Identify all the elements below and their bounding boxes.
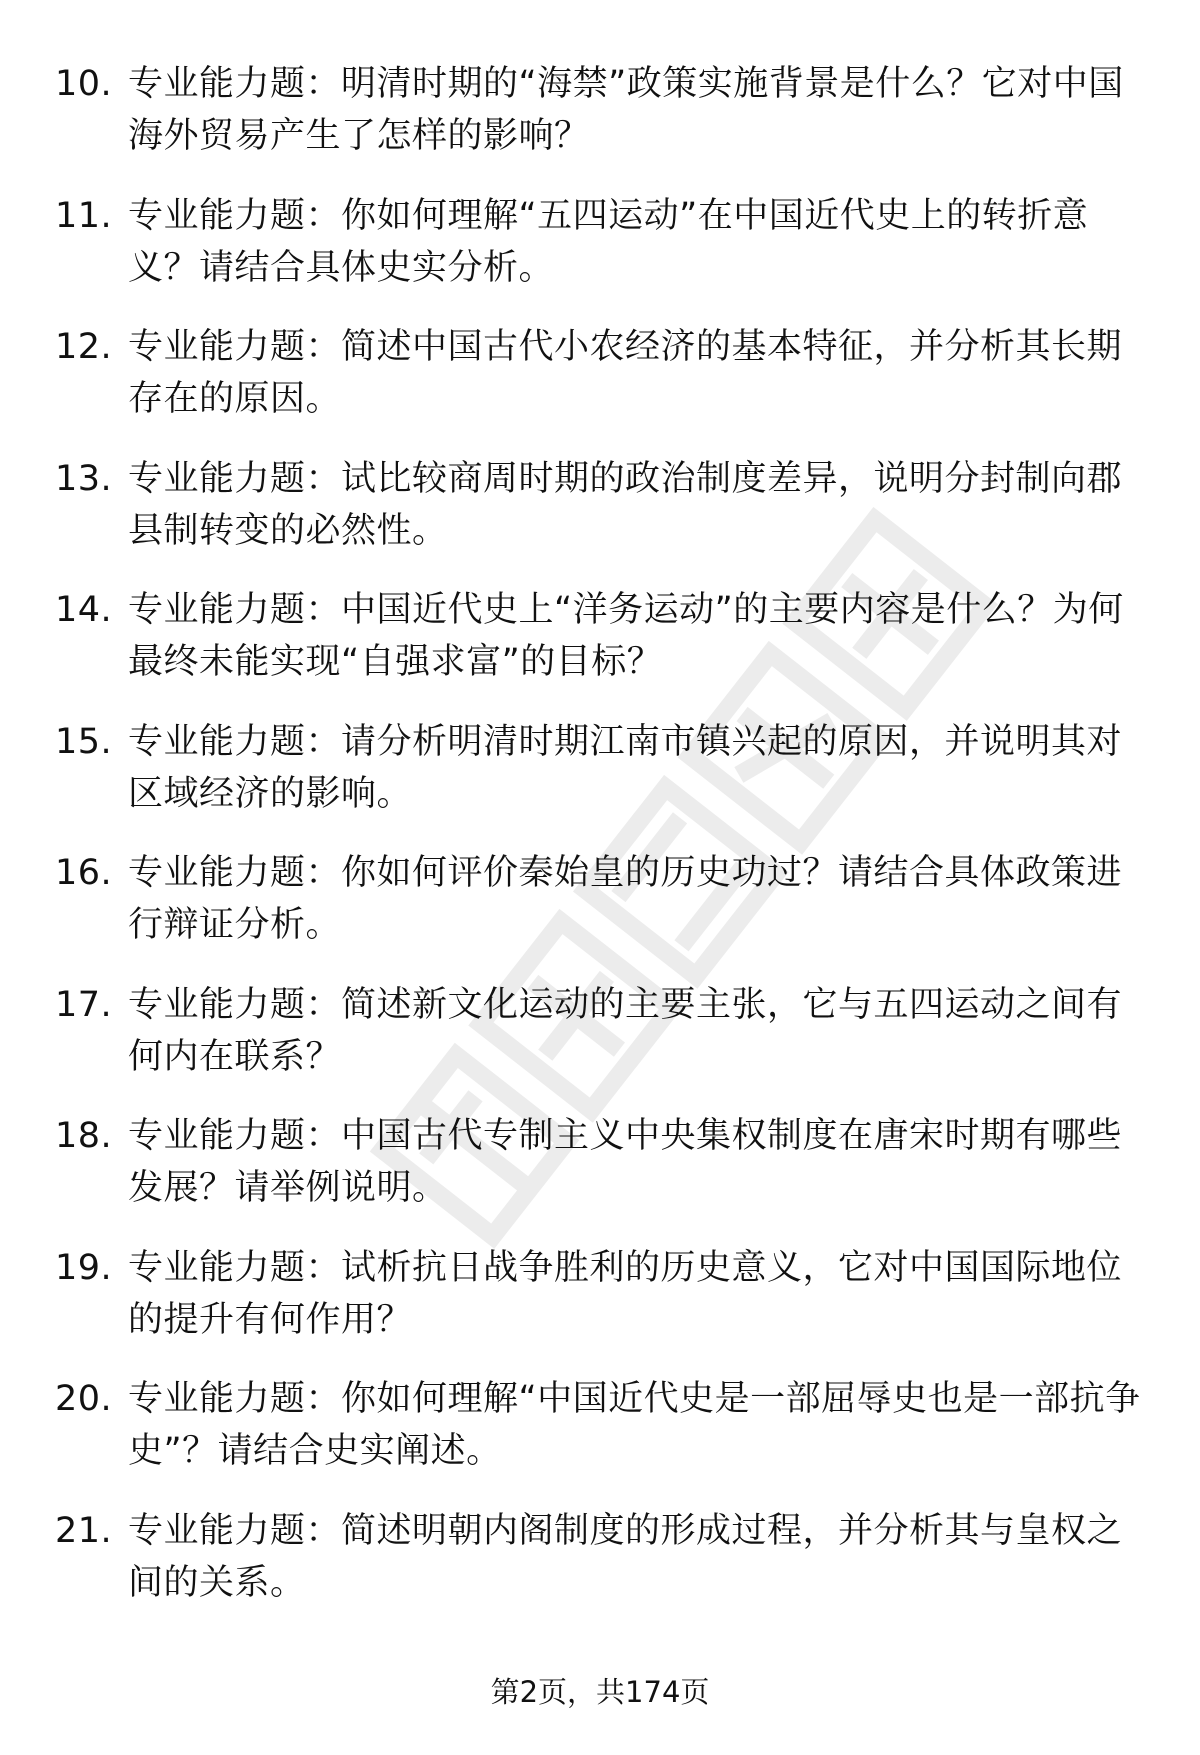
question-number: 19. <box>55 1247 113 1288</box>
question-item <box>55 584 1145 716</box>
question-text: 专业能力题：你如何评价秦始皇的历史功过？请结合具体政策进行辩证分析。 <box>128 853 1123 945</box>
question-text: 专业能力题：你如何理解“中国近代史是一部屈辱史也是一部抗争史”？请结合史实阐述。 <box>128 1379 1141 1471</box>
question-number: 20. <box>55 1379 113 1419</box>
question-number: 13. <box>55 458 113 499</box>
question-number: 11. <box>55 195 113 236</box>
question-number: 12. <box>55 327 113 367</box>
question-item <box>55 1373 1145 1505</box>
question-item <box>55 1242 1145 1374</box>
question-item <box>55 716 1145 848</box>
question-text: 专业能力题：你如何理解“五四运动”在中国近代史上的转折意义？请结合具体史实分析。 <box>128 195 1089 288</box>
question-item <box>55 1505 1145 1637</box>
question-text: 专业能力题：中国古代专制主义中央集权制度在唐宋时期有哪些发展？请举例说明。 <box>128 1116 1123 1208</box>
question-text: 专业能力题：简述新文化运动的主要主张，它与五四运动之间有何内在联系？ <box>128 984 1123 1077</box>
question-text: 专业能力题：请分析明清时期江南市镇兴起的原因，并说明其对区域经济的影响。 <box>128 721 1123 814</box>
question-number: 10. <box>55 64 113 104</box>
question-text: 专业能力题：试析抗日战争胜利的历史意义，它对中国国际地位的提升有何作用？ <box>128 1247 1123 1340</box>
question-list <box>55 58 1145 1636</box>
question-number: 17. <box>55 984 113 1025</box>
question-text: 专业能力题：简述中国古代小农经济的基本特征，并分析其长期存在的原因。 <box>128 327 1123 419</box>
question-number: 21. <box>55 1510 113 1551</box>
question-item <box>55 847 1145 979</box>
page-indicator: 第2页，共174页 <box>490 1675 710 1709</box>
question-number: 16. <box>55 853 113 893</box>
question-item <box>55 190 1145 322</box>
question-text: 专业能力题：简述明朝内阁制度的形成过程，并分析其与皇权之间的关系。 <box>128 1510 1123 1603</box>
question-text: 专业能力题：明清时期的“海禁”政策实施背景是什么？它对中国海外贸易产生了怎样的影响？ <box>128 64 1124 156</box>
question-item <box>55 1110 1145 1242</box>
question-item <box>55 58 1145 190</box>
question-number: 15. <box>55 721 113 762</box>
question-number: 18. <box>55 1116 113 1156</box>
question-item <box>55 453 1145 585</box>
question-item <box>55 979 1145 1111</box>
question-item <box>55 321 1145 453</box>
question-number: 14. <box>55 590 113 630</box>
question-text: 专业能力题：试比较商周时期的政治制度差异，说明分封制向郡县制转变的必然性。 <box>128 458 1123 551</box>
question-text: 专业能力题：中国近代史上“洋务运动”的主要内容是什么？为何最终未能实现“自强求富”的目标？ <box>128 590 1124 682</box>
